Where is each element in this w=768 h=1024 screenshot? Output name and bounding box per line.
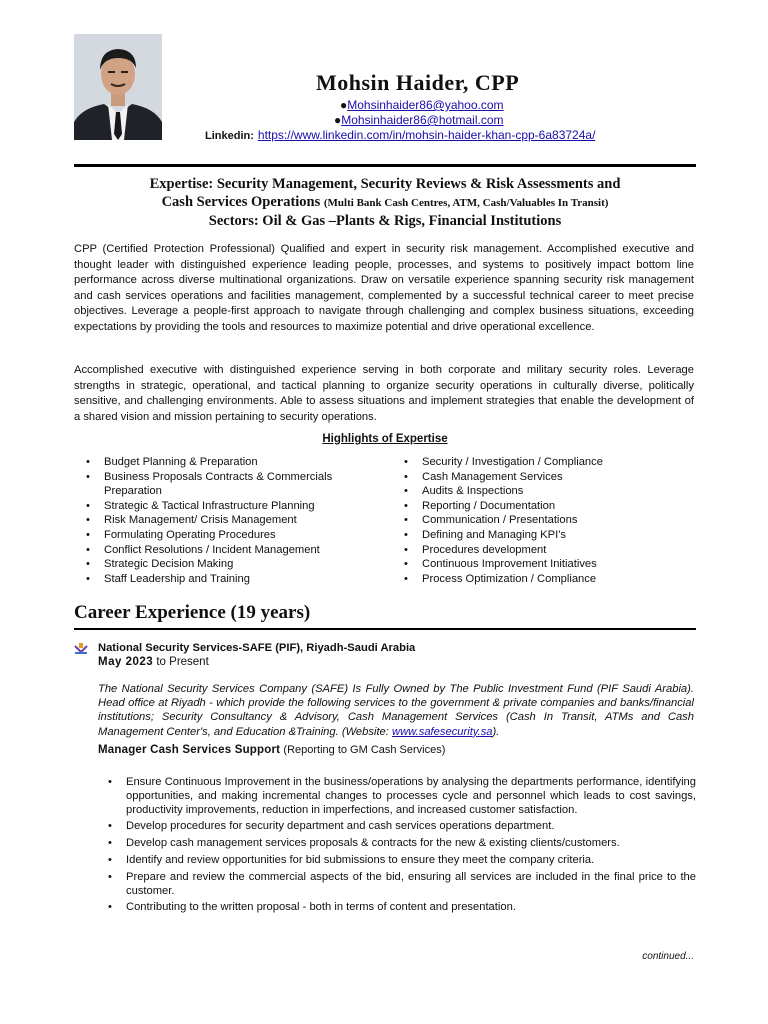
list-item: • Conflict Resolutions / Incident Management (82, 543, 372, 558)
list-item: • Budget Planning & Preparation (82, 455, 372, 470)
list-item: • Develop cash management services proposals & contracts for the new & existing clients/customers. (104, 837, 696, 851)
role-reports-to: (Reporting to GM Cash Services) (283, 744, 446, 756)
employer-name: National Security Services-SAFE (PIF), Riyadh-Saudi Arabia (98, 642, 416, 654)
duties-list (104, 776, 696, 918)
list-item: • Risk Management/ Crisis Management (82, 513, 372, 528)
employment-dates (98, 656, 209, 668)
company-description-text: The National Security Services Company (SAFE) Is Fully Owned by The Public Investment Fund (PIF Saudi Arabia). Head office at Riyadh - which provide the following services to the government & private companies and banks/financial institutions; Security Consultancy & Advisory, Cash Management Services (Cash In Transit, ATMs and Cash Management Center's, and Education &Training. (Website: (98, 683, 694, 738)
bullet-icon: ● (340, 98, 348, 112)
profile-photo (74, 34, 162, 140)
expertise-line: Expertise: Security Management, Security Reviews & Risk Assessments and (149, 176, 621, 192)
list-item: • Staff Leadership and Training (82, 572, 372, 587)
role-title: Manager Cash Services Support (98, 744, 281, 756)
linkedin-row (205, 128, 595, 142)
list-item: • Cash Management Services (400, 470, 690, 485)
list-item: • Prepare and review the commercial aspects of the bid, ensuring all services are included in the final price to the customer. (104, 871, 696, 899)
list-item: • Process Optimization / Compliance (400, 572, 690, 587)
list-item: • Develop procedures for security department and cash services operations department. (104, 820, 696, 834)
list-item: • Procedures development (400, 543, 690, 558)
list-item: • Reporting / Documentation (400, 499, 690, 514)
highlights-right-list (400, 455, 690, 586)
list-item: • Security / Investigation / Compliance (400, 455, 690, 470)
list-item: • Business Proposals Contracts & Commercials Preparation (82, 470, 372, 499)
summary-paragraph-1: CPP (Certified Protection Professional) Qualified and expert in security risk management. Accomplished executive and thought leader with distinguished experience leading people, processes, and systems to positively impact bottom line performance across diverse multinational organizations. Draw on versatile experience spanning security risk management and cash services operations and facilities management, complemented by a successful technical career to meet precise objectives. Leverage a people-first approach to navigate through challenging and complex business situations, exceeding expectations by providing the tools and resources to maximize potential and drive operational excellence. (74, 243, 694, 333)
list-item: • Continuous Improvement Initiatives (400, 557, 690, 572)
list-item: • Defining and Managing KPI's (400, 528, 690, 543)
email-yahoo-link[interactable]: Mohsinhaider86@yahoo.com (347, 98, 504, 112)
career-section-divider (74, 628, 696, 630)
bullet-icon: ● (334, 113, 342, 127)
company-description (98, 682, 694, 739)
summary-paragraph-2: Accomplished executive with distinguished experience serving in both corporate and military security roles. Leverage strengths in strategic, operational, and tactical planning to organize security operations in culturally diverse, politically sensitive, and challenging environments. Able to assess situations and implement strategies that enable the development of a shared vision and mission pertaining to security operations. (74, 364, 694, 423)
cash-services-title: Cash Services Operations (161, 194, 321, 210)
list-item: • Audits & Inspections (400, 484, 690, 499)
cash-services-detail: (Multi Bank Cash Centres, ATM, Cash/Valuables In Transit) (323, 197, 609, 209)
cash-services-line (74, 193, 696, 212)
career-section-title: Career Experience (19 years) (74, 602, 311, 623)
expertise-headline (74, 175, 696, 230)
linkedin-label: Linkedin: (205, 130, 254, 142)
candidate-name: Mohsin Haider, CPP (316, 70, 520, 95)
date-end: to Present (156, 656, 209, 668)
company-website-link[interactable]: www.safesecurity.sa (392, 725, 493, 738)
highlights-left-list (82, 455, 372, 586)
list-item: • Ensure Continuous Improvement in the business/operations by analysing the departments performance, identifying opportunities, and making incremental changes to processes cycle and personnel which leads to cost savings, productivity improvements, reduction in imperfections, and increased customer satisfaction. (104, 776, 696, 817)
company-description-end: ). (492, 725, 500, 738)
email-hotmail (334, 113, 504, 127)
list-item: • Identify and review opportunities for bid submissions to ensure they meet the company criteria. (104, 854, 696, 868)
sectors-line: Sectors: Oil & Gas –Plants & Rigs, Financial Institutions (208, 213, 562, 229)
list-item: • Communication / Presentations (400, 513, 690, 528)
linkedin-link[interactable]: https://www.linkedin.com/in/mohsin-haider-khan-cpp-6a83724a/ (257, 128, 596, 142)
list-item: • Strategic Decision Making (82, 557, 372, 572)
job-title (98, 744, 445, 756)
header-divider (74, 164, 696, 167)
list-item: • Strategic & Tactical Infrastructure Planning (82, 499, 372, 514)
list-item: • Contributing to the written proposal - both in terms of content and presentation. (104, 901, 696, 915)
highlights-title: Highlights of Expertise (322, 433, 448, 445)
email-hotmail-link[interactable]: Mohsinhaider86@hotmail.com (341, 113, 504, 127)
list-item: • Formulating Operating Procedures (82, 528, 372, 543)
arrow-bullet-icon (74, 643, 88, 655)
continued-note: continued... (642, 951, 694, 962)
email-yahoo (340, 98, 504, 112)
date-start: May 2023 (98, 656, 154, 668)
